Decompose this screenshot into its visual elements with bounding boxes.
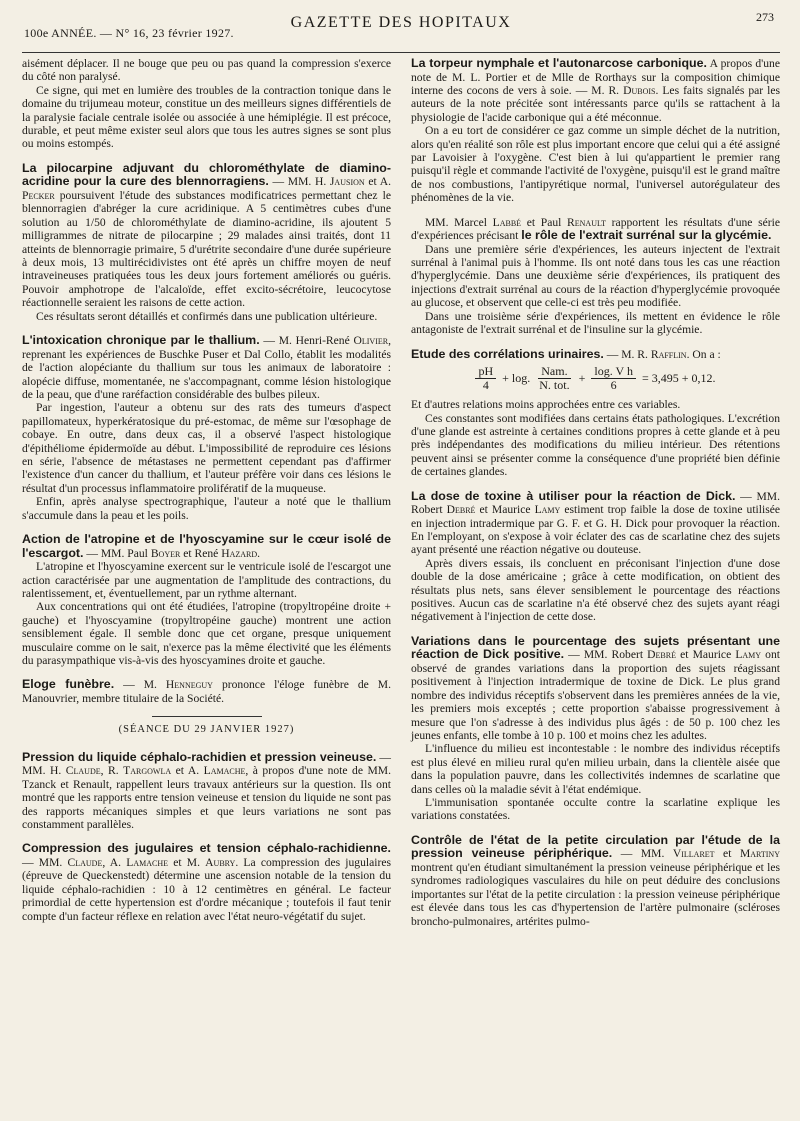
article-correlations [411, 348, 780, 479]
author-name: Pecker [22, 189, 55, 203]
session-heading: (SÉANCE DU 29 JANVIER 1927) [118, 724, 295, 736]
article-dick [411, 490, 780, 624]
author-name: Jausion [329, 175, 365, 189]
article-title: La torpeur nymphale et l'autonarcose carbonique. [411, 56, 707, 70]
author-name: Claude [67, 856, 103, 870]
paragraph: Etude des corrélations urinaires. — M. R. Rafflin. On a : [411, 346, 721, 361]
article-title: Variations dans le pourcentage des sujets présentant une réaction de Dick positive. [411, 633, 780, 662]
paragraph: L'influence du milieu est incontestable : le nombre des individus réceptifs est plus élevé en milieu rural qu'en milieu urbain, dans la clientèle aisée que dans la population pauvre, dans les collectivités indemnes de scarlatine que dans celles où la maladie sévit à l'état endémique. [411, 742, 780, 796]
paragraph: Eloge funèbre. — M. Henneguy prononce l'éloge funèbre de M. Manouvrier, membre titulaire de la Société. [22, 677, 392, 705]
formula-operator: + log. [502, 370, 531, 385]
author-name: Hazard [221, 546, 258, 560]
article-title: Compression des jugulaires et tension céphalo-rachidienne. [22, 841, 391, 856]
page-header [22, 8, 780, 40]
paragraph: Dans une première série d'expériences, les auteurs injectent de l'extrait surrénal à l'animal puis à l'homme. Ils ont noté dans tous les cas une réaction d'hyperglycémie. Dans une deuxième série d'expériences, ils pratiquent des injections d'extrait surrénal au cours de la réaction d'hyperglycémie provoquée au glucose, et observent que celle-ci est très peu modifiée. [411, 242, 780, 310]
paragraph: Pression du liquide céphalo-rachidien et pression veineuse. — MM. H. Claude, R. Targowla et A. Lamache, à propos d'une note de MM. Tzanck et Renault, rappellent leurs travaux antérieurs sur la question. Ils ont montré que les rapports entre tension veineuse et tension du liquide ne sont pas des rapports mécaniques simples et que leurs variations ne sont pas constamment parallèles. [22, 749, 392, 832]
article-variations [411, 635, 780, 823]
article-atropine [22, 533, 391, 667]
paragraph: Ce signe, qui met en lumière des troubles de la contraction tonique dans le domaine du trijumeau moteur, constitue un des meilleurs signes différentiels de la paralysie faciale centrale isolée ou associée à une hémiplégie. Il est précoce, durable, et peut même exister seul alors que tous les autres signes se sont plus ou moins estompés. [22, 83, 391, 151]
article-title: le rôle de l'extrait surrénal sur la glycémie. [521, 228, 772, 243]
paragraph: Dans une troisième série d'expériences, ils mettent en évidence le rôle antagoniste de l'extrait surrénal et de l'insuline sur la glycémie. [411, 309, 780, 337]
paragraph: Action de l'atropine et de l'hyoscyamine sur le cœur isolé de l'escargot. — MM. Paul Boyer et René Hazard. [22, 531, 391, 560]
author-name: Labbé [492, 215, 522, 229]
fraction: $\frac{\text{Nam.}}{\text{N. tot.}}$ [539, 364, 570, 393]
author-name: Renault [567, 215, 607, 229]
paragraph: Par ingestion, l'auteur a obtenu sur des rats des tumeurs d'aspect papillomateux, hyperkératosique du pré-estomac, de même sur l'œsophage de cobaye. En outre, dans deux cas, il a observé l'aspect histologique d'épithéliome épidermoïde au début. L'impossibilité de reproduire ces lésions en série, l'absence de métastases ne permettent cependant pas d'affirmer l'existence d'un cancer du thallium, et l'auteur préfère voir dans ces lésions le résultat d'un processus inflammatoire prolifératif de la muqueuse. [22, 401, 391, 495]
journal-title: GAZETTE DES HOPITAUX [290, 14, 512, 31]
paragraph: aisément déplacer. Il ne bouge que peu ou pas quand la compression s'exerce du côté non paralysé. [22, 57, 391, 84]
columns [22, 57, 780, 939]
author-name: Debré [446, 503, 476, 517]
section-divider [152, 716, 262, 717]
paragraph: Variations dans le pourcentage des sujets présentant une réaction de Dick positive. — MM. Robert Debré et Maurice Lamy ont observé de grandes variations dans la proportion des sujets réagissant positivement à l'injection intradermique de toxine de Dick. Le plus grand nombre des individus réceptifs s'observent dans les premières années de la vie, les premiers mois exceptés ; cette proportion s'abaisse progressivement à mesure que l'on s'adresse à des individus plus âgés : de 50 p. 100 chez les jeunes enfants, elle tombe à 10 p. 100 et moins chez les adultes. [411, 633, 781, 742]
author-name: Henneguy [165, 678, 213, 692]
article-title: Etude des corrélations urinaires. [411, 346, 604, 361]
article-pilocarpine [22, 162, 391, 323]
author-name: Villaret [672, 847, 715, 861]
intro-block [22, 57, 391, 151]
article-thallium [22, 334, 391, 522]
author-name: Debré [647, 648, 676, 662]
author-name: Lamy [735, 648, 762, 662]
left-column [22, 57, 391, 939]
paragraph: La dose de toxine à utiliser pour la réaction de Dick. — MM. Robert Debré et Maurice Lamy estiment trop faible la dose de toxine utilisée en injection intradermique par G. F. et G. H. Dick pour provoquer la réaction. En l'employant, on s'expose à voir éclater des cas de scarlatine chez des sujets ayant présenté une réaction négative ou douteuse. [411, 488, 781, 557]
fraction: $\frac{pH}{4}$ [475, 365, 496, 392]
article-title: La dose de toxine à utiliser pour la réaction de Dick. [411, 488, 736, 503]
article-title: La pilocarpine adjuvant du chlorométhylate de diamino-acridine pour la cure des blennorragiens. [22, 160, 391, 189]
article-title: L'intoxication chronique par le thallium. [22, 333, 260, 348]
paragraph: Ces constantes sont modifiées dans certains états pathologiques. L'excrétion d'une glande est astreinte à certaines conditions propres à cette glande et à peu près indépendantes des modifications du milieu intérieur. Des rétentions peuvent ainsi se présenter comme la conséquence d'une propriété bien définie de certaines glandes. [411, 411, 780, 479]
paragraph: La pilocarpine adjuvant du chlorométhylate de diamino-acridine pour la cure des blennorragiens. — MM. H. Jausion et A. Pecker poursuivent l'étude des substances modificatrices permettant chez le blennorragien d'abréger la cure acridinique. A 5 centimètres cubes d'une solution au 1/50 de chlorométhylate de diamino-acridine, ils ajoutent 5 milligrammes de nitrate de pilocarpine ; 29 malades ainsi traités, dont 11 atteints de blennorragie primaire, 5 d'urétrite secondaire d'une durée supérieure à deux mois, 13 multirécidivistes ont été après un chiffre moyen de neuf intraveineuses pratiquées tous les deux jours fortement améliorés ou guéris. Pouvoir amphotrope de l'alcaloïde, effet excito-sécrétoire, leucocytose réactionnelle seraient les raisons de cette action. [22, 160, 391, 310]
paragraph: MM. Marcel Labbé et Paul Renault rapportent les résultats d'une série d'expériences précisant le rôle de l'extrait surrénal sur la glycémie. [411, 215, 780, 243]
paragraph: Et d'autres relations moins approchées entre ces variables. [411, 398, 681, 412]
author-name: Lamache [126, 856, 169, 870]
author-name: Rafflin [650, 347, 687, 361]
paragraph: La torpeur nymphale et l'autonarcose carbonique. A propos d'une note de M. L. Portier et de Mlle de Rorthays sur la composition chimique interne des cocons de vers à soie. — M. R. Dubois. Les faits signalés par les auteurs de la note précitée sont intéressants parce qu'ils se rattachent à la physiologie de l'acide carbonique qui a été méconnue. [411, 56, 781, 124]
formula [411, 365, 780, 392]
author-name: Olivier [353, 334, 389, 348]
author-name: Boyer [150, 546, 181, 560]
article-title: Eloge funèbre. [22, 677, 115, 692]
article-jugulaires [22, 842, 391, 923]
paragraph: L'intoxication chronique par le thallium. — M. Henri-René Olivier, reprenant les expériences de Buschke Puser et Dal Collo, établit les modalités de l'action alopéciante du thallium sur tous les animaux de laboratoire : alopécie diffuse, momentanée, ne s'accompagnant, comme lésion histologique de la peau, que d'une raréfaction considérable des bulbes pileux. [22, 333, 391, 401]
paragraph: Compression des jugulaires et tension céphalo-rachidienne. — MM. Claude, A. Lamache et M. Aubry. La compression des jugulaires (épreuve de Queckenstedt) détermine une ascension notable de la tension du liquide céphalo-rachidien : 10 à 12 centimètres en général. Le facteur primordial de cette hypertension est d'ordre mécanique ; toutefois il faut tenir compte d'un facteur réflexe en relation avec l'état neuro-végétatif du sujet. [22, 841, 392, 923]
author-name: Claude [65, 764, 101, 778]
author-name: Martiny [739, 847, 780, 861]
author-name: Targowla [123, 764, 172, 778]
fraction: $\frac{\text{log. V h}}{6}$ [591, 365, 636, 392]
formula-operator: + [578, 370, 586, 385]
header-rule [22, 52, 780, 53]
paragraph: Aux concentrations qui ont été étudiées, l'atropine (tropyltropéine droite + gauche) et l'hyoscyamine (tropyltropéine gauche) montrent une action sensiblement égale. Il semble donc que cet organe, presque uniquement musculaire comme on le sait, n'exerce pas la même électivité que les éléments du parasympathique vis-à-vis des hyoscyamines droite et gauche. [22, 600, 391, 667]
paragraph: L'atropine et l'hyoscyamine exercent sur le ventricule isolé de l'escargot une action caractérisée par une augmentation de l'amplitude des contractions, du ralentissement, et, éventuellement, par un rythme alternant. [22, 560, 391, 600]
formula-result: = 3,495 + 0,12. [641, 370, 716, 385]
article-title: Pression du liquide céphalo-rachidien et pression veineuse. [22, 749, 377, 764]
article-glycemie [411, 216, 780, 337]
paragraph: Après divers essais, ils concluent en préconisant l'injection d'une dose double de la dose américaine ; grâce à cette modification, on obtient des résultats plus nets, sans élever sensiblement le pourcentage des réactions positives. Aucun cas de scarlatine n'a été observé chez des sujets ayant réagi négativement à l'injection de cette dose. [411, 556, 780, 624]
author-name: Aubry [205, 856, 236, 870]
paragraph: Contrôle de l'état de la petite circulation par l'étude de la pression veineuse périphérique. — MM. Villaret et Martiny montrent qu'en étudiant simultanément la pression veineuse périphérique et les syndromes radiologiques vasculaires du hile on peut déduire des conclusions importantes sur l'état de la petite circulation : la pression veineuse périphérique est élevée dans tous les cas d'hypertension de l'artère pulmonaire (scléroses broncho-pulmonaires, artérites pulmo- [411, 832, 780, 928]
issue-info: 100e ANNÉE. — N° 16, 23 février 1927. [24, 26, 234, 40]
article-title: Action de l'atropine et de l'hyoscyamine sur le cœur isolé de l'escargot. [22, 531, 391, 560]
paragraph: On a eu tort de considérer ce gaz comme un simple déchet de la nutrition, alors qu'en réalité son rôle est plus important encore que celui qui a été assigné par Lavoisier à l'oxygène. C'est bien à lui qu'appartient le premier rang puisqu'il règle et commande l'activité de l'oxygène, puisqu'il est le grand maître de nos combustions, l'antipyrétique normal, l'universel autorégulateur des phénomènes de la vie. [411, 124, 780, 205]
author-name: Lamache [203, 764, 246, 778]
article-torpeur [411, 57, 780, 205]
article-circulation [411, 834, 780, 928]
article-title: Contrôle de l'état de la petite circulation par l'étude de la pression veineuse périphérique. [411, 832, 780, 861]
paragraph: L'immunisation spontanée occulte contre la scarlatine explique les variations constatées. [411, 796, 780, 823]
right-column [411, 57, 780, 939]
paragraph: Enfin, après analyse spectrographique, l'auteur a noté que le thallium s'accumule dans la peau et les poils. [22, 495, 391, 522]
article-liquide [22, 751, 391, 832]
author-name: Lamy [534, 503, 561, 517]
author-name: Dubois [623, 84, 656, 97]
page-number: 273 [756, 10, 774, 24]
paragraph: Ces résultats seront détaillés et confirmés dans une publication ultérieure. [36, 309, 378, 323]
article-eloge [22, 678, 391, 705]
